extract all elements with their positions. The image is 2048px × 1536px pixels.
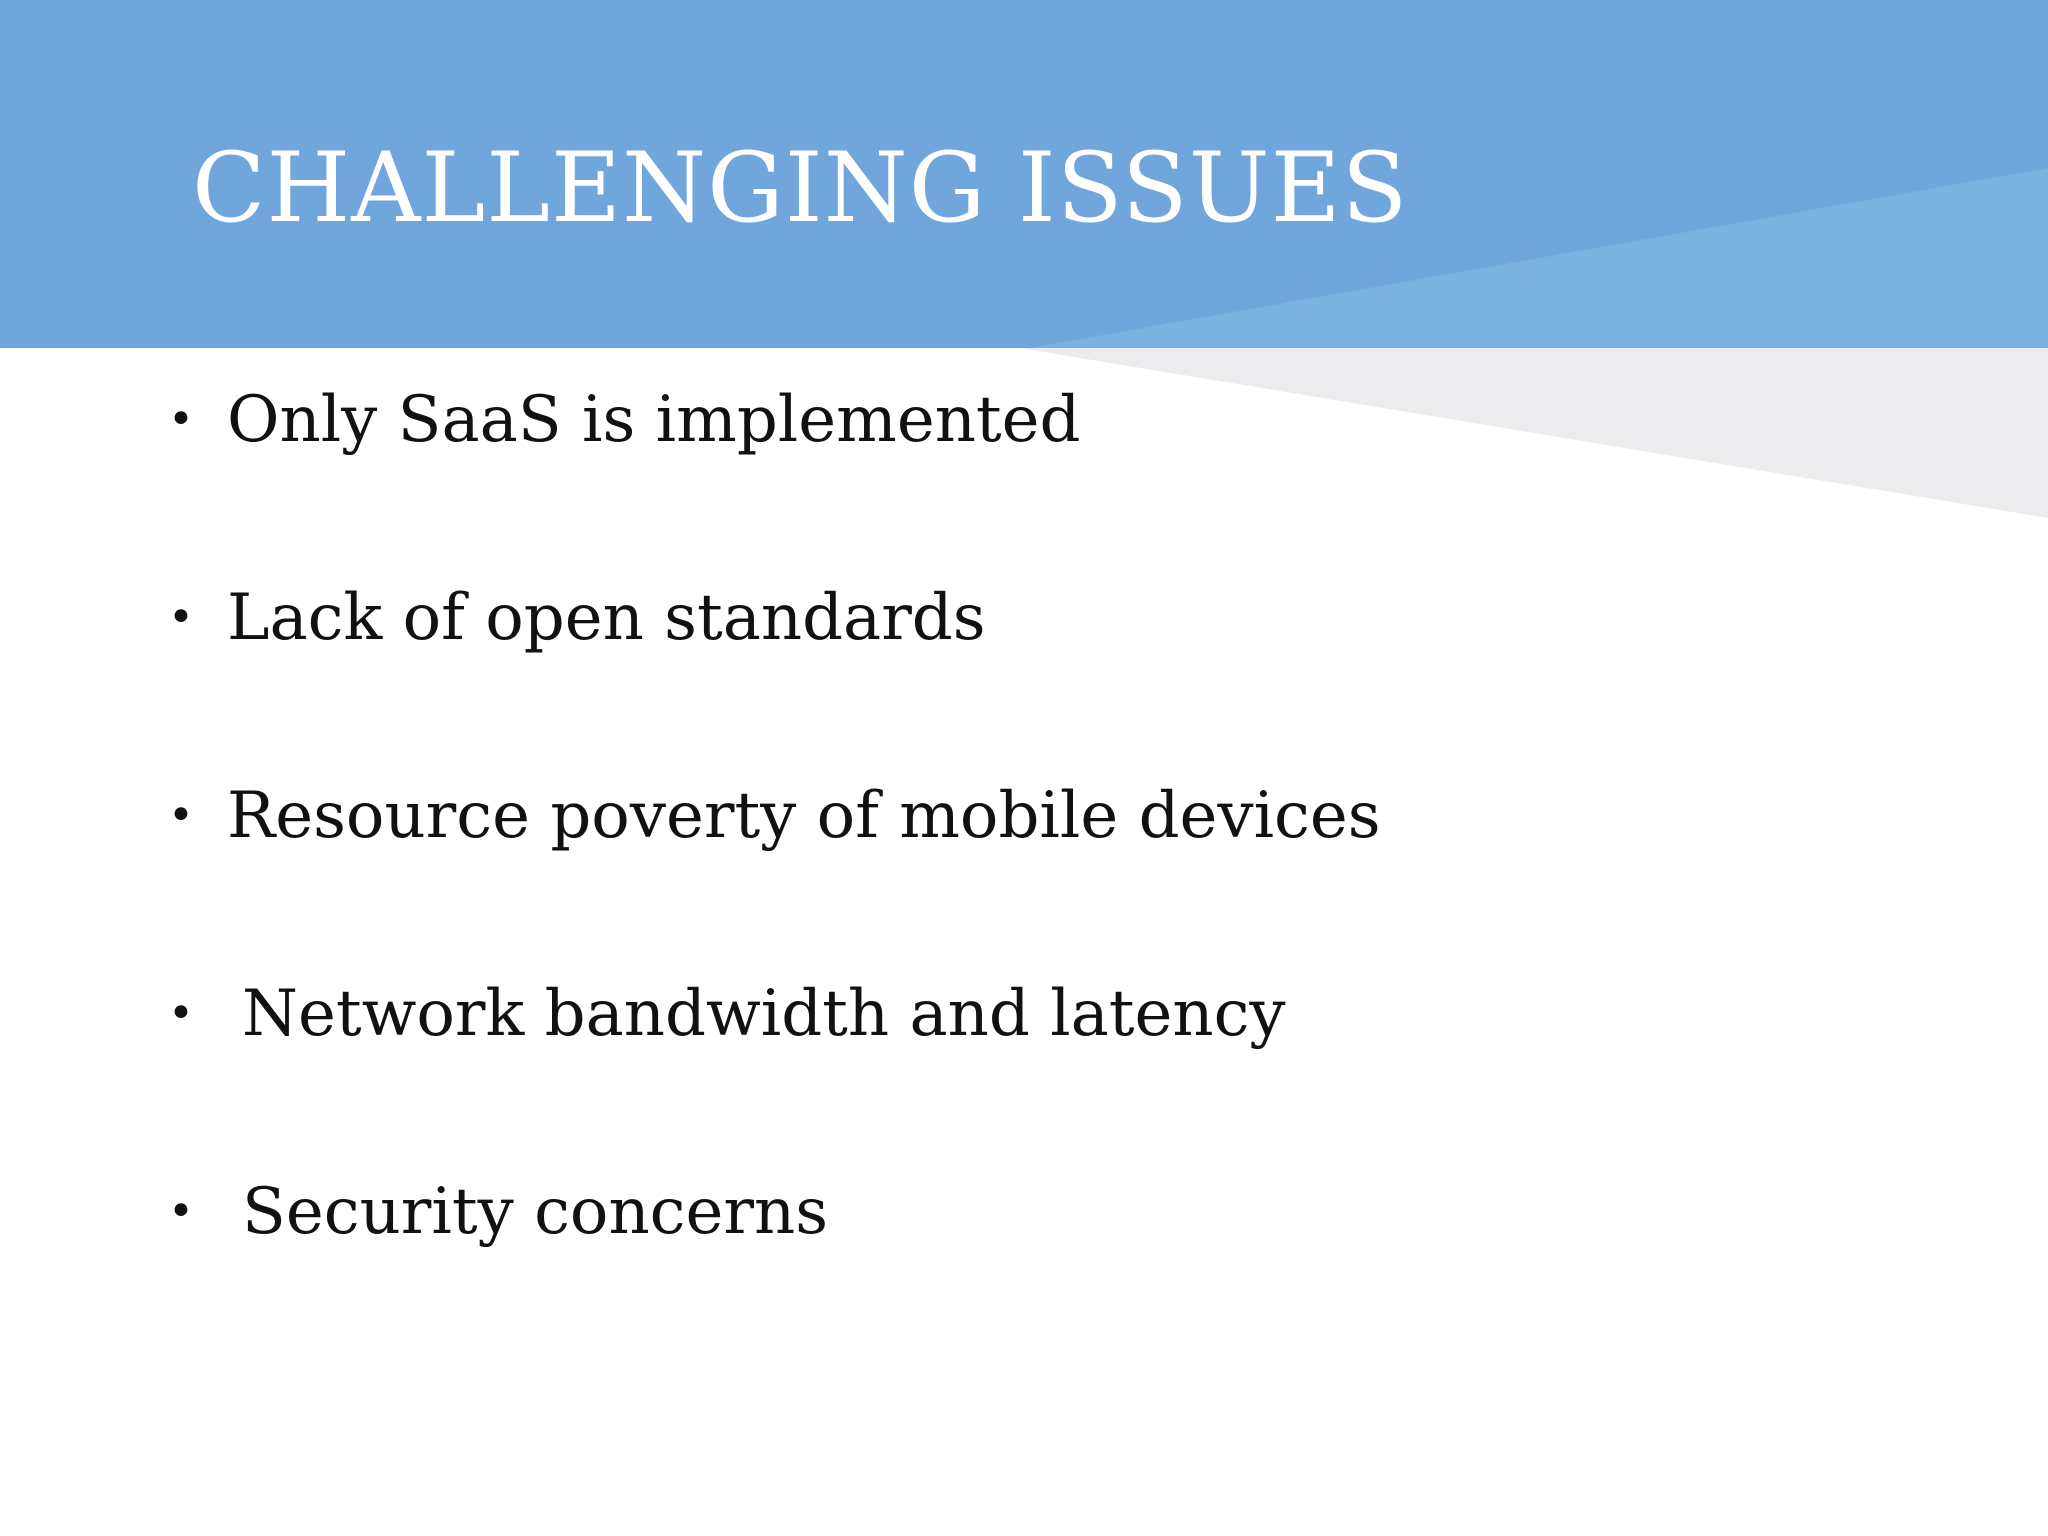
bullet-text: Security concerns (242, 1175, 829, 1249)
bullet-text: Network bandwidth and latency (242, 977, 1286, 1051)
bullet-icon: • (168, 988, 194, 1039)
slide-title: CHALLENGING ISSUES (192, 132, 1409, 244)
bullet-text: Only SaaS is implemented (227, 383, 1081, 457)
bullet-text: Resource poverty of mobile devices (227, 779, 1381, 853)
bullet-icon: • (168, 1186, 194, 1237)
grey-wedge (1020, 348, 2048, 518)
bullet-text: Lack of open standards (227, 581, 986, 655)
bullet-icon: • (168, 790, 194, 841)
bullet-icon: • (168, 394, 194, 445)
bullet-icon: • (168, 592, 194, 643)
